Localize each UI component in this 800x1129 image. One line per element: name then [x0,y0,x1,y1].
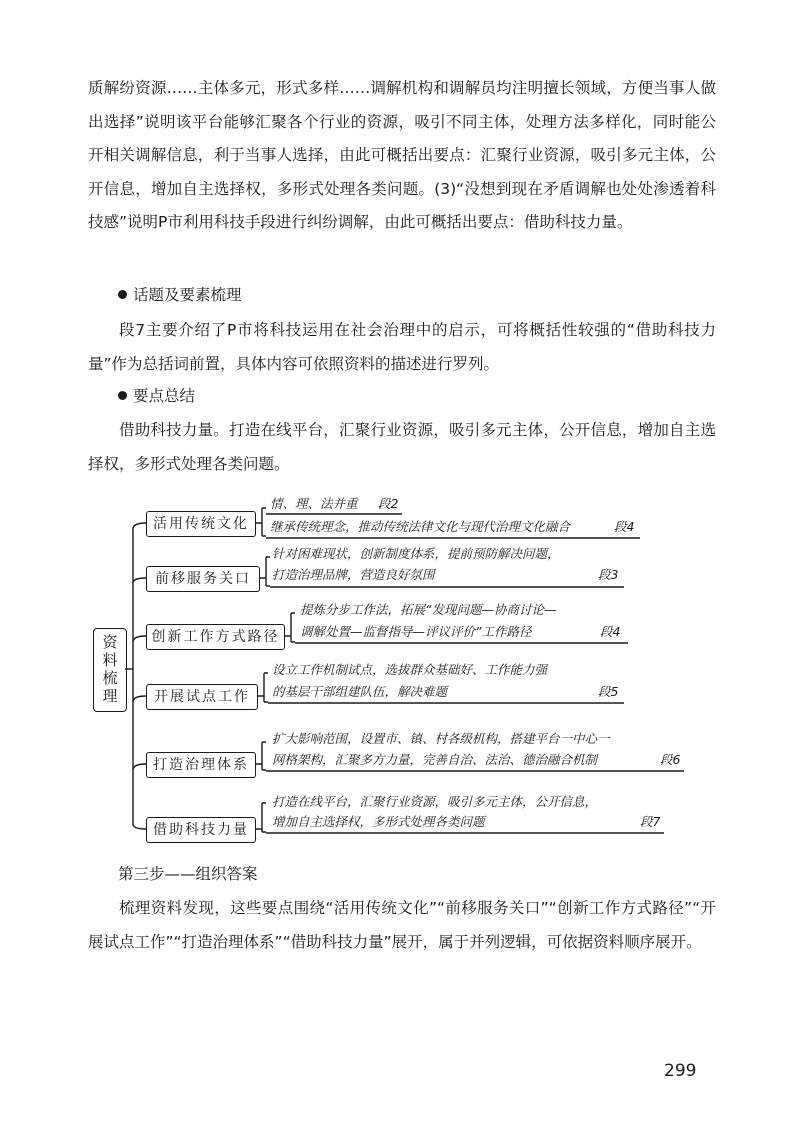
mindmap-root [93,628,127,712]
mindmap-brace [258,673,268,702]
mindmap-branch-1-line-1: 情、理、法并重 [270,496,358,511]
mindmap-branch-6-line-2: 增加自主选择权，多形式处理各类问题 [272,814,485,829]
mindmap-brace [256,803,266,832]
mindmap-branch-4-line-1: 设立工作机制试点，选拔群众基础好、工作能力强 [272,662,548,677]
bullet-heading-text: 话题及要素梳理 [133,286,242,304]
mindmap-branch-4: 开展试点工作 [146,684,258,710]
mindmap-brace [260,557,270,586]
paragraph-organize-answer: 梳理资料发现，这些要点围绕“活用传统文化”“前移服务关口”“创新工作方式路径”“开展试点工作”“打造治理体系”“借助科技力量”展开，属于并列逻辑，可依据资料顺序展开。 [88,899,716,951]
paragraph-topic-elements: 段7主要介绍了P市将科技运用在社会治理中的启示，可将概括性较强的“借助科技力量”作为总括词前置，具体内容可依照资料的描述进行罗列。 [88,321,716,373]
bullet-dot-icon [118,391,127,400]
mindmap-branch-2-line-2: 打造治理品牌，营造良好氛围 [272,567,435,582]
mindmap-branch-link [133,578,146,583]
mindmap-branch-4-line-2: 的基层干部组建队伍，解决难题 [272,684,448,699]
bullet-heading-summary [118,384,195,408]
mindmap-branch-6-ref-1: 段7 [640,814,661,829]
bullet-dot-icon [118,290,127,299]
mindmap-branch-link [133,636,146,642]
mindmap-branch-1-line-2: 继承传统理念，推动传统法律文化与现代治理文化融合 [270,519,571,534]
mindmap-branch-5-ref-1: 段6 [660,752,681,767]
mindmap-branch-6-line-1: 打造在线平台，汇聚行业资源，吸引多元主体，公开信息， [272,794,598,809]
paragraph-key-points: 借助科技力量。打造在线平台，汇聚行业资源，吸引多元主体，公开信息，增加自主选择权，多形式处理各类问题。 [88,421,716,473]
step-three-heading: 第三步——组织答案 [118,865,258,883]
mindmap-branch-2: 前移服务关口 [146,566,260,592]
mindmap-root-label: 资料梳理 [100,634,119,706]
mindmap-branch-3: 创新工作方式路径 [146,624,285,650]
mindmap-branch-5-line-2: 网格架构，汇聚多方力量，完善自治、法治、德治融合机制 [272,752,598,767]
mindmap-branch-link [133,696,146,702]
mindmap-branch-1-ref-2: 段4 [614,519,635,534]
mindmap-branch-3-ref-1: 段4 [600,624,621,639]
mindmap-branch-4-ref-1: 段5 [598,684,619,699]
page-number: 299 [664,1061,697,1081]
bullet-heading-text: 要点总结 [133,387,196,405]
mindmap-branch-5-line-1: 扩大影响范围，设置市、镇、村各级机构，搭建平台一中心一 [272,731,610,746]
mindmap-branch-3-line-2: 调解处置—监督指导—评议评价”工作路径 [300,624,532,639]
mindmap-branch-link [133,523,146,529]
mindmap-branch-5: 打造治理体系 [146,752,256,778]
mindmap-branch-2-line-1: 针对困难现状，创新制度体系，提前预防解决问题， [272,546,560,561]
mindmap-branch-6: 借助科技力量 [146,817,256,843]
paragraph-continuation: 质解纷资源……主体多元，形式多样……调解机构和调解员均注明擅长领域，方便当事人做出选择”说明该平台能够汇聚各个行业的资源，吸引不同主体，处理方法多样化，同时能公开相关调解信息，利于当事人选择，由此可概括出要点：汇聚行业资源，吸引多元主体，公开信息，增加自主选择权，多形式处理各类问题。(3)“没想到现在矛盾调解也处处渗透着科技感”说明P市利用科技手段进行纠纷调解，由此可概括出要点：借助科技力量。 [88,79,716,231]
mindmap-brace [256,742,266,770]
mindmap-branch-link [133,824,146,829]
mindmap-branch-3-line-1: 提炼分步工作法，拓展“发现问题—协商讨论— [300,602,557,617]
mindmap-branch-2-ref-1: 段3 [598,567,619,582]
mindmap-branch-1-ref-1: 段2 [378,496,399,511]
mindmap-brace [256,508,266,536]
bullet-heading-topic [118,283,242,307]
mindmap-branch-link [133,764,146,770]
mindmap-branch-1: 活用传统文化 [146,511,256,537]
mindmap-brace [285,613,295,642]
